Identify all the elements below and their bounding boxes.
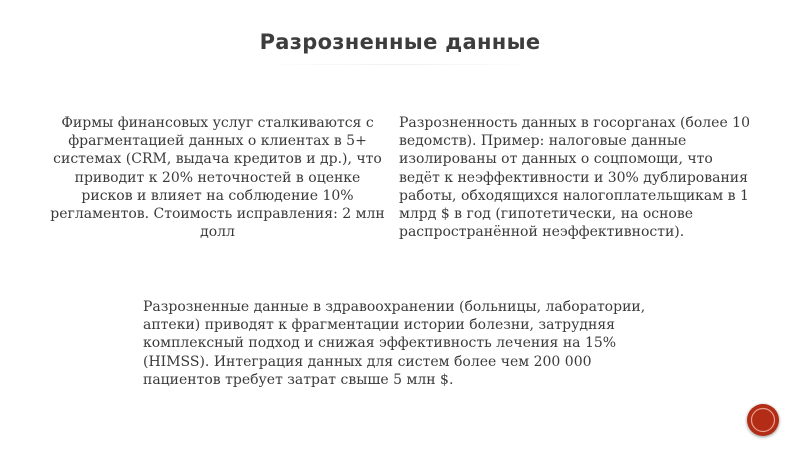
slide-nav-button[interactable] — [747, 404, 779, 436]
slide-title: Разрозненные данные — [259, 30, 541, 54]
text-block-finance: Фирмы финансовых услуг сталкиваются с фрагментацией данных о клиентах в 5+ системах (CRM, выдача кредитов и др.), что приводит к 20% неточностей в оценке рисков и влияет на соблюдение 10% регламентов. Стоимость исправления: 2 млн долл — [50, 115, 385, 241]
title-divider — [260, 64, 540, 65]
text-block-government: Разрозненность данных в госорганах (более 10 ведомств). Пример: налоговые данные изолированы от данных о соцпомощи, что ведёт к неэффективности и 30% дублирования работы, обходящихся налогоплательщикам в 1 млрд $ в год (гипотетически, на основе распространённой неэффективности). — [399, 115, 750, 241]
text-block-healthcare: Разрозненные данные в здравоохранении (больницы, лаборатории, аптеки) приводят к фрагментации истории болезни, затрудняя комплексный подход и снижая эффективность лечения на 15% (HIMSS). Интеграция данных для систем более чем 200 000 пациентов требует затрат свыше 5 млн $. — [143, 299, 646, 388]
circle-nav-icon — [747, 404, 779, 436]
